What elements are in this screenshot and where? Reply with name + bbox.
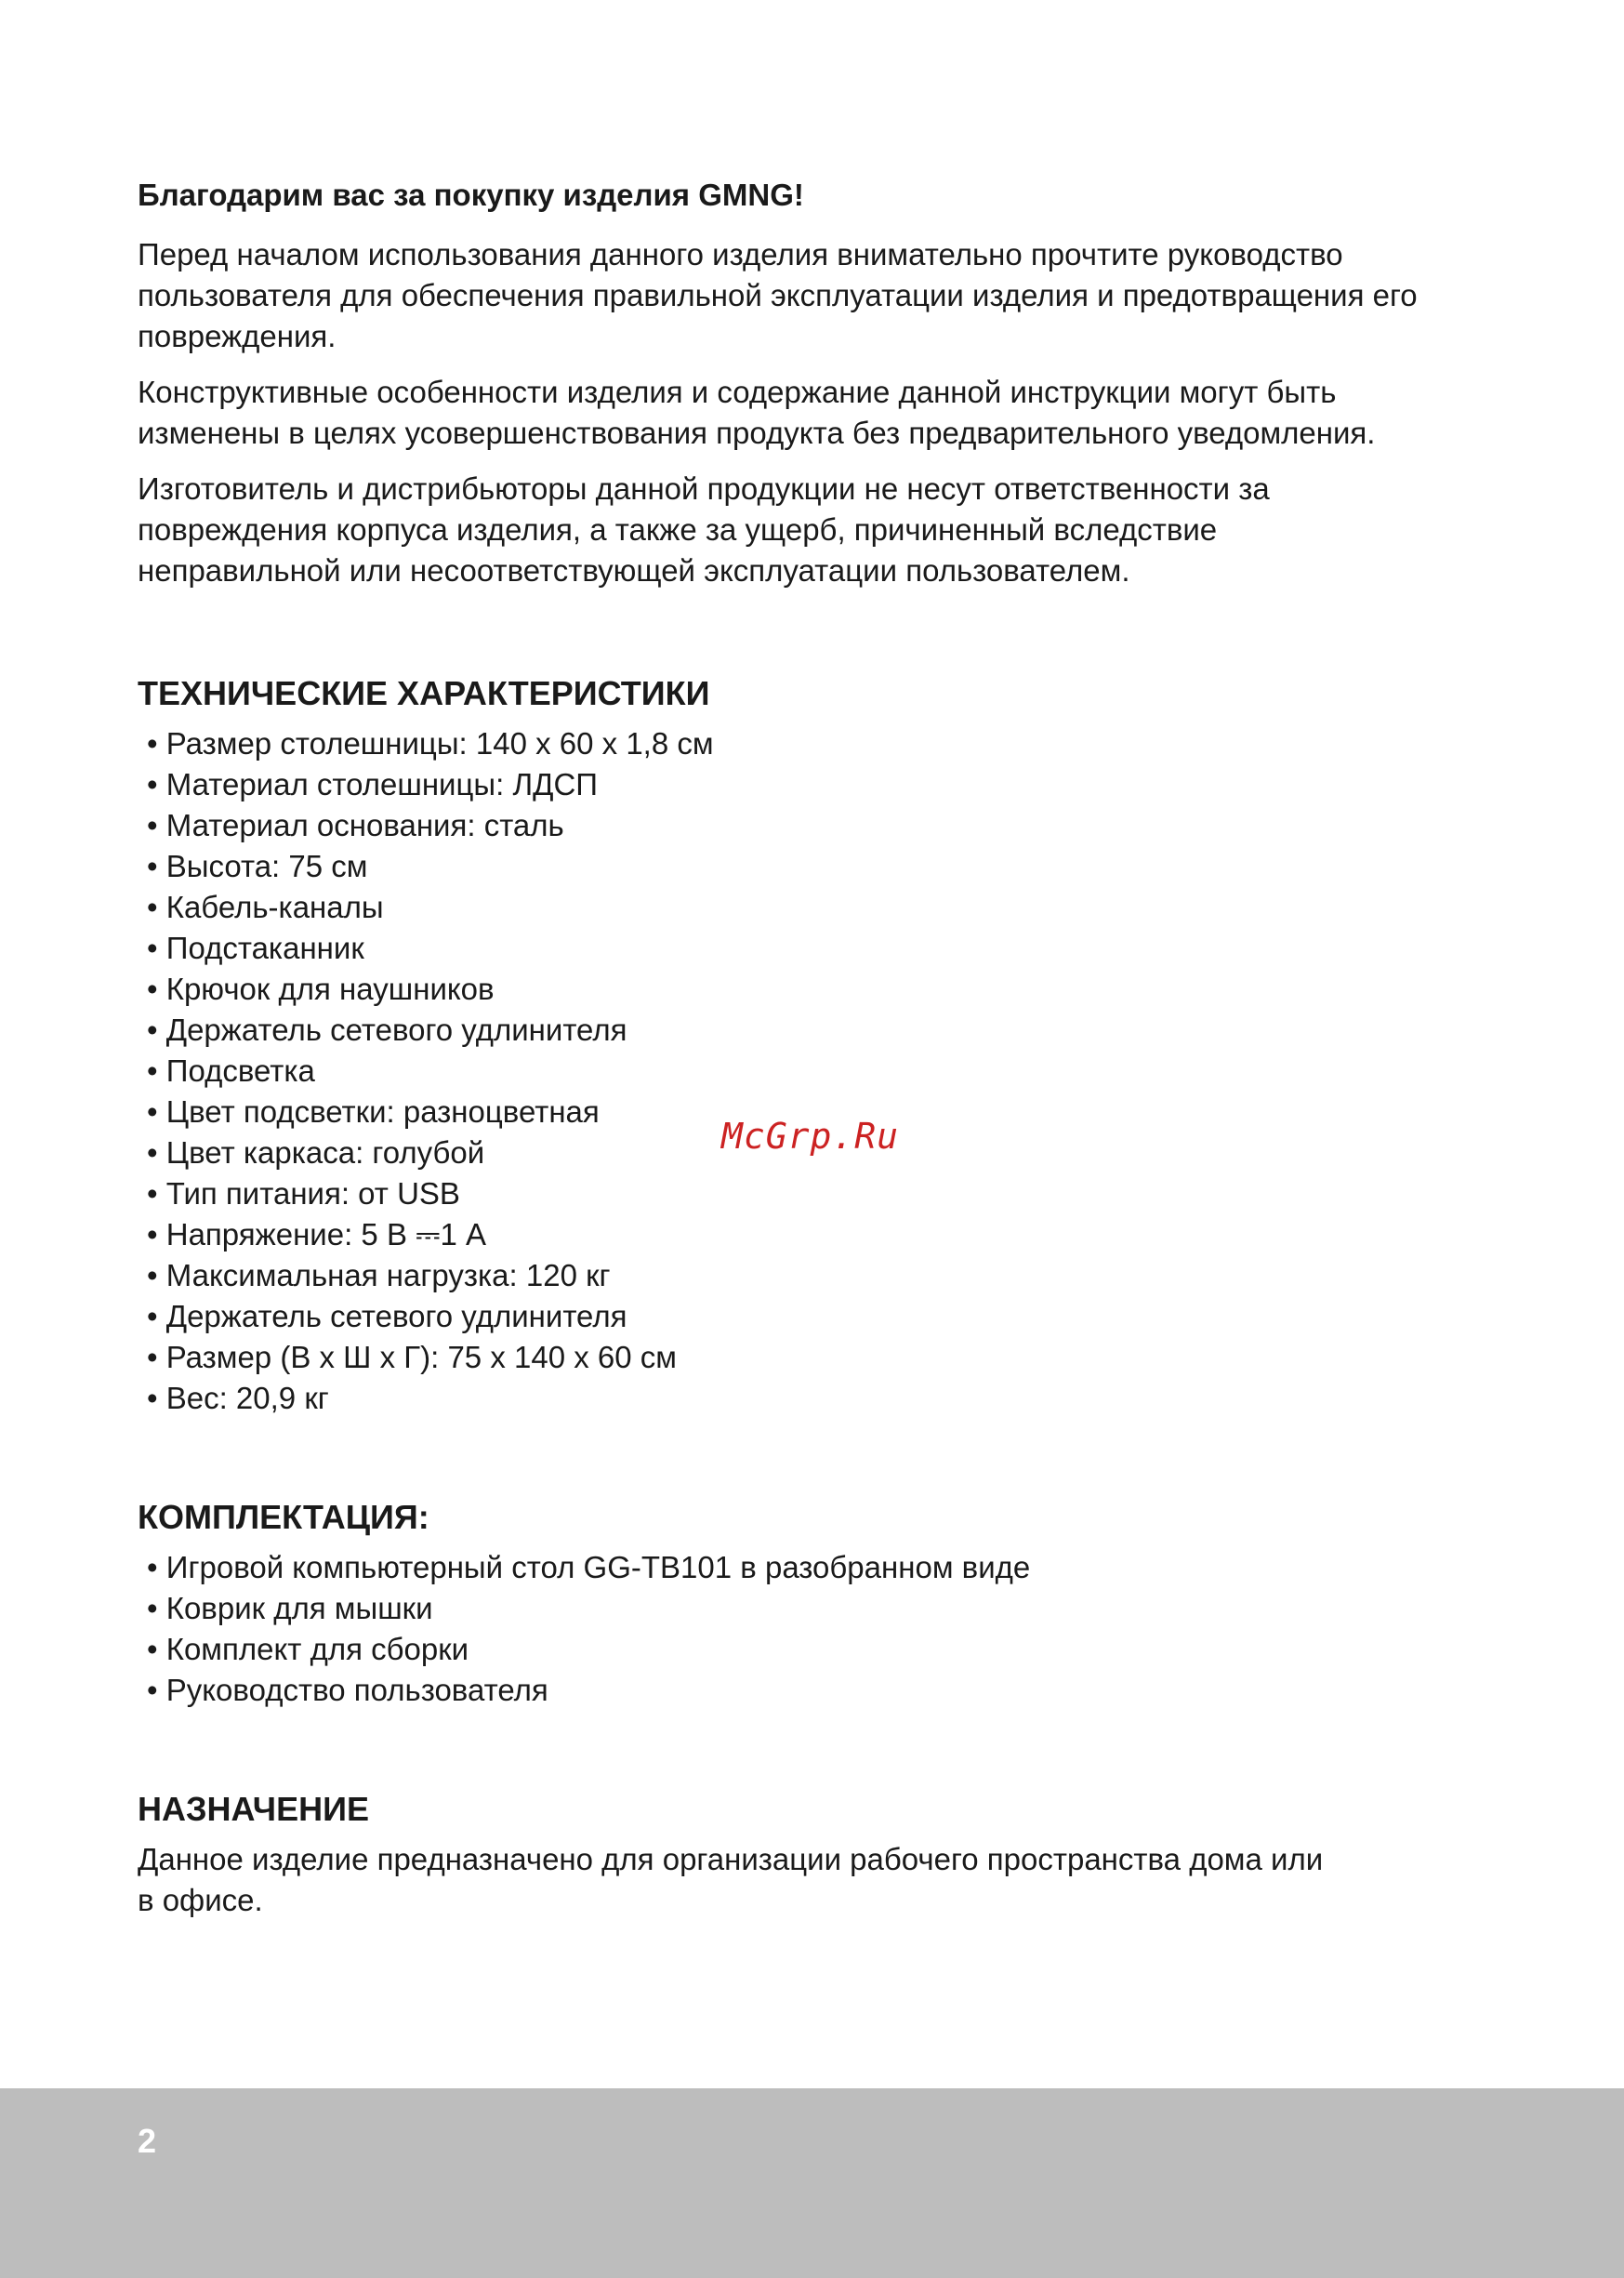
intro-paragraph-2: Конструктивные особенности изделия и содержание данной инструкции могут быть изменены в целях усовершенствования продукта без предварительного уведомления. [138,375,1376,450]
list-item: • Размер столешницы: 140 х 60 х 1,8 см [147,723,1513,764]
intro-paragraph-1: Перед началом использования данного изделия внимательно прочтите руководство пользователя для обеспечения правильной эксплуатации изделия и предотвращения его повреждения. [138,237,1418,353]
list-item: • Коврик для мышки [147,1588,1513,1629]
package-list [138,1547,1513,1711]
list-item: • Высота: 75 см [147,846,1513,887]
list-item: • Крючок для наушников [147,969,1513,1010]
list-item: • Вес: 20,9 кг [147,1378,1513,1419]
specs-list [138,723,1513,1419]
list-item: • Кабель-каналы [147,887,1513,928]
package-title: КОМПЛЕКТАЦИЯ: [138,1498,429,1536]
thanks-heading: Благодарим вас за покупку изделия GMNG! [138,178,804,212]
list-item: • Игровой компьютерный стол GG-TB101 в разобранном виде [147,1547,1513,1588]
list-item: • Цвет подсветки: разноцветная [147,1092,1513,1132]
page-number: 2 [138,2122,157,2160]
specs-title: ТЕХНИЧЕСКИЕ ХАРАКТЕРИСТИКИ [138,674,710,712]
list-item: • Материал основания: сталь [147,805,1513,846]
list-item: • Подсветка [147,1051,1513,1092]
list-item: • Подстаканник [147,928,1513,969]
purpose-text: Данное изделие предназначено для организации рабочего пространства дома или в офисе. [138,1842,1324,1917]
list-item: • Размер (В х Ш х Г): 75 х 140 х 60 см [147,1337,1513,1378]
watermark: McGrp.Ru [721,1116,900,1157]
purpose-title: НАЗНАЧЕНИЕ [138,1790,369,1828]
list-item: • Комплект для сборки [147,1629,1513,1670]
list-item: • Держатель сетевого удлинителя [147,1296,1513,1337]
list-item: • Держатель сетевого удлинителя [147,1010,1513,1051]
intro-paragraph-3: Изготовитель и дистрибьюторы данной продукции не несут ответственности за повреждения корпуса изделия, а также за ущерб, причиненный вследствие неправильной или несоответствующей эксплуатации пользователем. [138,471,1270,588]
footer-bar [0,2088,1624,2278]
list-item: • Материал столешницы: ЛДСП [147,764,1513,805]
list-item: • Руководство пользователя [147,1670,1513,1711]
list-item: • Максимальная нагрузка: 120 кг [147,1255,1513,1296]
list-item: • Тип питания: от USB [147,1173,1513,1214]
list-item: • Напряжение: 5 В ⎓1 А [147,1214,1513,1255]
document-page [138,167,1513,1936]
list-item: • Цвет каркаса: голубой [147,1132,1513,1173]
